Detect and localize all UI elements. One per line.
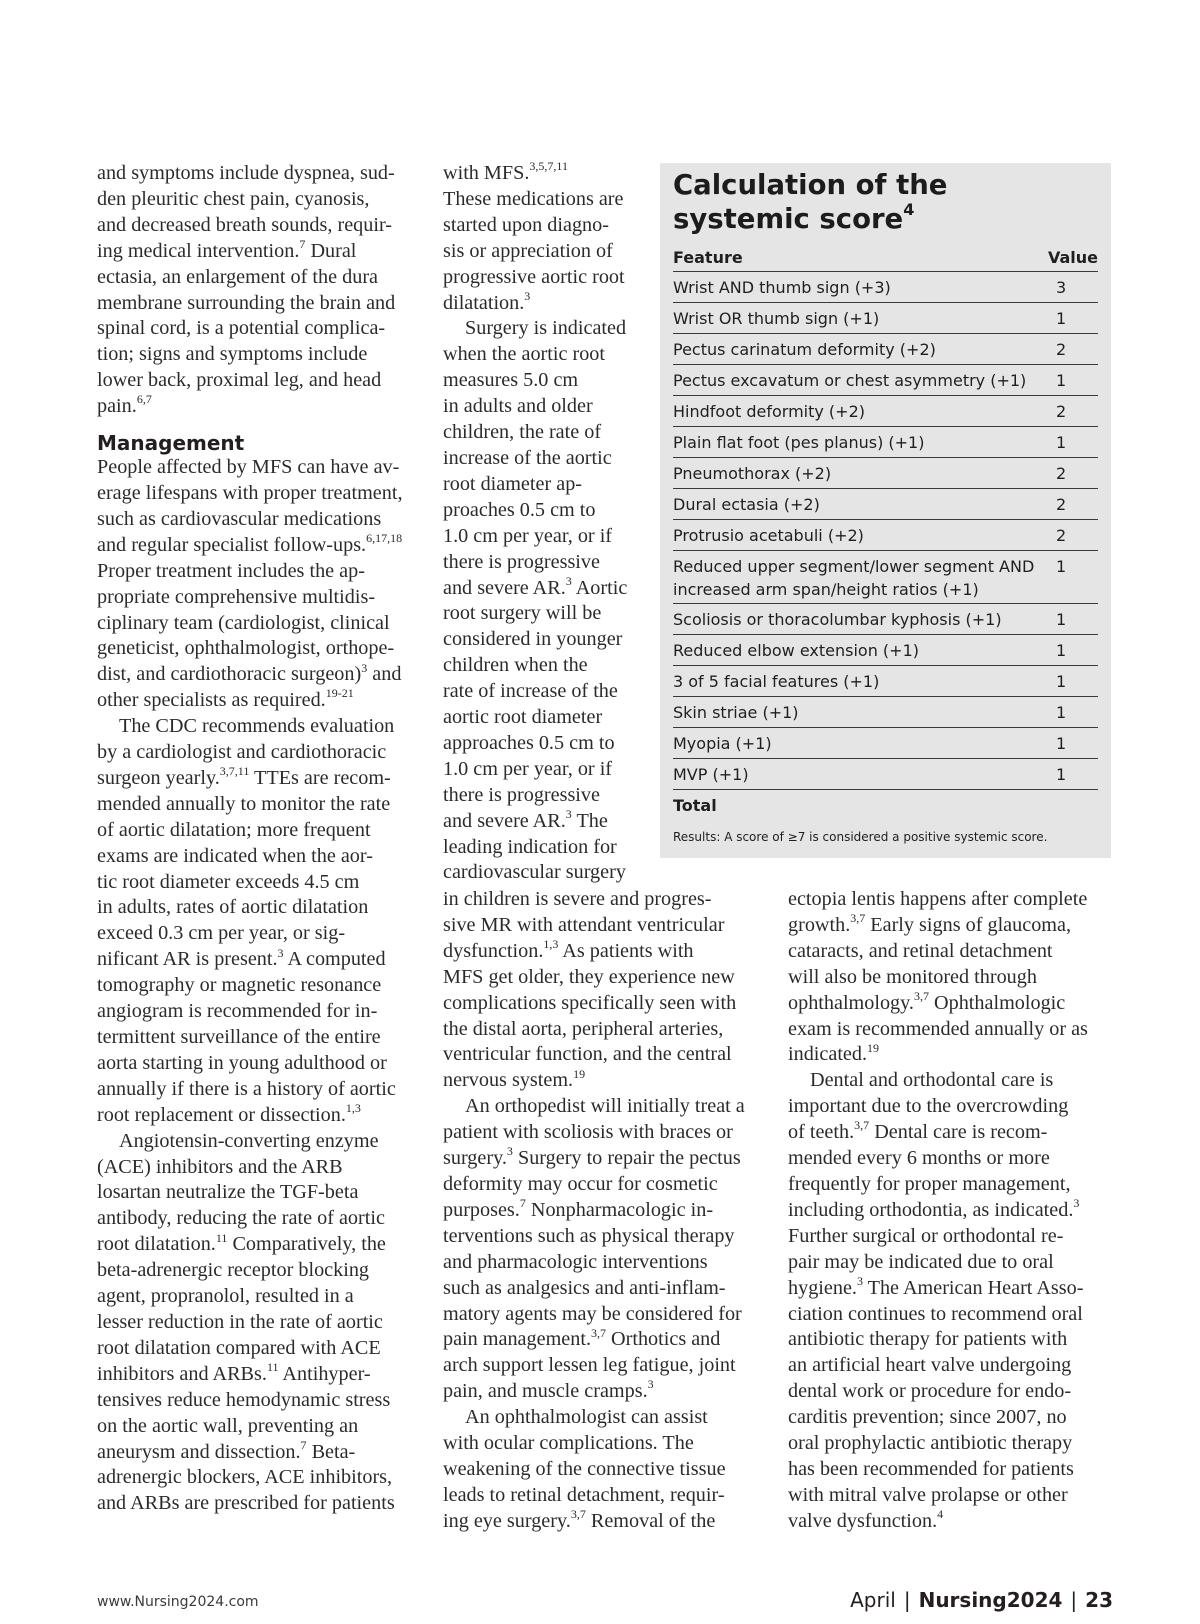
text-line: progressive aortic root xyxy=(443,265,625,288)
text-line: with mitral valve prolapse or other xyxy=(788,1483,1068,1506)
feature-cell: Wrist OR thumb sign (+1) xyxy=(673,308,880,328)
paragraph xyxy=(97,714,417,1129)
text-line: and severe AR.$^3$ The xyxy=(443,806,608,832)
text-line: inhibitors and ARBs.$^{11}$ Antihyper- xyxy=(97,1360,371,1385)
footer-folio: April | Nursing2024 | 23 xyxy=(850,1588,1113,1612)
text-line: tic root diameter exceeds 4.5 cm xyxy=(97,870,360,893)
text-line: on the aortic wall, preventing an xyxy=(97,1414,359,1437)
value-cell: 1 xyxy=(1056,764,1067,784)
text-line: antibiotic therapy for patients with xyxy=(788,1328,1068,1351)
text-line: root diameter ap- xyxy=(443,472,583,495)
text-line: important due to the overcrowding xyxy=(788,1095,1069,1118)
text-line: of aortic dilatation; more frequent xyxy=(97,818,371,841)
value-cell: 1 xyxy=(1056,671,1067,691)
text-line: started upon diagno- xyxy=(443,213,609,236)
text-line: beta-adrenergic receptor blocking xyxy=(97,1259,370,1282)
text-line: surgery.$^3$ Surgery to repair the pectus xyxy=(443,1144,741,1170)
section-heading-management: Management xyxy=(97,431,245,456)
feature-cell: Pectus carinatum deformity (+2) xyxy=(673,339,936,359)
text-line: weakening of the connective tissue xyxy=(443,1457,726,1480)
text-line: lower back, proximal leg, and head xyxy=(97,369,382,392)
paragraph xyxy=(443,316,653,886)
text-line: root dilatation.$^{11}$ Comparatively, the xyxy=(97,1230,386,1256)
citation-superscript: 19 xyxy=(867,1040,880,1055)
feature-cell: 3 of 5 facial features (+1) xyxy=(673,671,880,691)
text-line: an artificial heart valve undergoing xyxy=(788,1354,1072,1377)
text-line: spinal cord, is a potential complica- xyxy=(97,317,386,340)
text-line: of teeth.$^{3,7}$ Dental care is recom- xyxy=(788,1118,1048,1144)
paragraph xyxy=(97,161,417,420)
text-line: An orthopedist will initially treat a xyxy=(465,1095,745,1118)
footer-url: www.Nursing2024.com xyxy=(97,1594,259,1610)
citation-superscript: 7 xyxy=(299,236,306,251)
text-line: tion; signs and symptoms include xyxy=(97,343,368,366)
text-line: ing medical intervention.$^7$ Dural xyxy=(97,236,357,262)
citation-superscript: 6,17,18 xyxy=(366,531,403,546)
text-line: geneticist, ophthalmologist, orthope- xyxy=(97,637,395,660)
text-line: leads to retinal detachment, requir- xyxy=(443,1483,725,1506)
citation-superscript: 3,7 xyxy=(570,1507,586,1522)
text-line: the distal aorta, peripheral arteries, xyxy=(443,1017,724,1040)
feature-cell: Pneumothorax (+2) xyxy=(673,463,832,483)
table-header xyxy=(673,243,1098,272)
text-line: indicated.$^{19}$ xyxy=(788,1040,880,1066)
citation-superscript: 3 xyxy=(647,1377,654,1392)
text-line: will also be monitored through xyxy=(788,965,1037,988)
systemic-score-sidebar xyxy=(660,163,1111,858)
paragraph xyxy=(788,1068,1118,1534)
citation-superscript: 3 xyxy=(277,945,284,960)
text-line: nervous system.$^{19}$ xyxy=(443,1066,586,1092)
value-cell: 1 xyxy=(1056,640,1067,660)
text-line: other specialists as required.$^{19-21}$ xyxy=(97,686,354,712)
text-line: membrane surrounding the brain and xyxy=(97,291,396,314)
text-line: in adults and older xyxy=(443,395,593,418)
text-line: and pharmacologic interventions xyxy=(443,1250,708,1273)
text-line: mended every 6 months or more xyxy=(788,1147,1050,1170)
text-line: tensives reduce hemodynamic stress xyxy=(97,1388,391,1411)
table-body xyxy=(673,272,1098,790)
table-row xyxy=(673,334,1098,365)
text-line: deformity may occur for cosmetic xyxy=(443,1172,718,1195)
text-line: with MFS.$^{3,5,7,11}$ xyxy=(443,159,568,184)
text-line: sis or appreciation of xyxy=(443,239,613,262)
feature-cell: Reduced upper segment/lower segment AND increased arm span/height ratios (+1) xyxy=(673,557,1035,599)
citation-superscript: 7 xyxy=(519,1196,526,1211)
feature-cell: MVP (+1) xyxy=(673,764,749,784)
text-line: Angiotensin-converting enzyme xyxy=(119,1129,379,1152)
text-line: 1.0 cm per year, or if xyxy=(443,757,613,780)
text-line: cardiovascular surgery xyxy=(443,861,626,884)
text-line: rate of increase of the xyxy=(443,680,618,703)
text-line: carditis prevention; since 2007, no xyxy=(788,1406,1067,1429)
text-line: (ACE) inhibitors and the ARB xyxy=(97,1155,343,1178)
citation-superscript: 6,7 xyxy=(136,392,152,407)
text-line: erage lifespans with proper treatment, xyxy=(97,481,403,504)
text-line: pain, and muscle cramps.$^3$ xyxy=(443,1377,654,1403)
citation-superscript: 3 xyxy=(856,1273,863,1288)
text-line: pain management.$^{3,7}$ Orthotics and xyxy=(443,1325,721,1351)
score-table xyxy=(673,243,1098,820)
sidebar-title: Calculation of the systemic score$^4$ xyxy=(673,169,948,235)
text-line: has been recommended for patients xyxy=(788,1457,1074,1480)
table-row xyxy=(673,666,1098,697)
text-line: aneurysm and dissection.$^7$ Beta- xyxy=(97,1437,356,1463)
paragraph xyxy=(443,1405,763,1535)
feature-cell: Wrist AND thumb sign (+3) xyxy=(673,277,891,297)
text-line: ophthalmology.$^{3,7}$ Ophthalmologic xyxy=(788,988,1066,1014)
table-row xyxy=(673,489,1098,520)
value-cell: 1 xyxy=(1056,733,1067,753)
text-line: pain.$^{6,7}$ xyxy=(97,392,152,418)
citation-superscript: 3,5,7,11 xyxy=(529,159,568,174)
text-line: surgeon yearly.$^{3,7,11}$ TTEs are recom- xyxy=(97,764,391,789)
text-line: such as cardiovascular medications xyxy=(97,507,382,530)
text-line: exceed 0.3 cm per year, or sig- xyxy=(97,922,346,945)
text-line: den pleuritic chest pain, cyanosis, xyxy=(97,187,370,210)
text-line: cataracts, and retinal detachment xyxy=(788,939,1053,962)
text-line: such as analgesics and anti-inflam- xyxy=(443,1276,726,1299)
citation-superscript: 11 xyxy=(215,1230,228,1245)
table-total-row xyxy=(673,790,1098,820)
table-row xyxy=(673,458,1098,489)
text-line: ing eye surgery.$^{3,7}$ Removal of the xyxy=(443,1507,716,1532)
text-line: nificant AR is present.$^3$ A computed xyxy=(97,945,386,971)
table-row xyxy=(673,604,1098,635)
text-line: 1.0 cm per year, or if xyxy=(443,524,613,547)
citation-superscript: 1,3 xyxy=(543,937,559,952)
table-row xyxy=(673,728,1098,759)
text-line: Further surgical or orthodontal re- xyxy=(788,1224,1064,1247)
text-line: aortic root diameter xyxy=(443,706,603,729)
feature-cell: Skin striae (+1) xyxy=(673,702,799,722)
text-line: ciation continues to recommend oral xyxy=(788,1302,1083,1325)
citation-superscript: 3,7 xyxy=(850,911,866,926)
value-cell: 1 xyxy=(1056,370,1067,390)
citation-superscript: 3 xyxy=(565,573,572,588)
text-column-2-upper xyxy=(443,161,653,886)
feature-cell: Pectus excavatum or chest asymmetry (+1) xyxy=(673,370,1027,390)
text-line: dental work or procedure for endo- xyxy=(788,1380,1072,1403)
text-line: in adults, rates of aortic dilatation xyxy=(97,896,369,919)
text-line: root surgery will be xyxy=(443,602,602,625)
text-line: ventricular function, and the central xyxy=(443,1043,732,1066)
paragraph xyxy=(443,1094,763,1405)
table-row xyxy=(673,365,1098,396)
text-line: ectopia lentis happens after complete xyxy=(788,888,1088,910)
feature-cell: Protrusio acetabuli (+2) xyxy=(673,525,864,545)
citation-superscript: 19 xyxy=(573,1066,586,1081)
text-line: hygiene.$^3$ The American Heart Asso- xyxy=(788,1273,1084,1299)
header-feature: Feature xyxy=(673,247,743,267)
text-line: measures 5.0 cm xyxy=(443,369,579,392)
value-cell: 1 xyxy=(1056,557,1067,576)
footer-month: April xyxy=(850,1588,896,1612)
table-row xyxy=(673,520,1098,551)
citation-superscript: 3,7 xyxy=(854,1118,870,1133)
text-line: angiogram is recommended for in- xyxy=(97,1000,378,1023)
text-line: dilatation.$^3$ xyxy=(443,288,531,314)
text-line: ectasia, an enlargement of the dura xyxy=(97,265,378,288)
text-line: patient with scoliosis with braces or xyxy=(443,1121,733,1144)
text-line: children, the rate of xyxy=(443,421,602,444)
text-line: terventions such as physical therapy xyxy=(443,1224,735,1247)
text-line: Dental and orthodontal care is xyxy=(810,1069,1054,1092)
text-line: termittent surveillance of the entire xyxy=(97,1026,381,1048)
citation-superscript: 3,7,11 xyxy=(219,764,250,779)
text-line: MFS get older, they experience new xyxy=(443,965,735,988)
text-line: increase of the aortic xyxy=(443,446,612,469)
footer-journal: Nursing2024 xyxy=(918,1588,1063,1612)
value-cell: 2 xyxy=(1056,401,1067,421)
text-line: sive MR with attendant ventricular xyxy=(443,913,725,936)
citation-superscript: 3,7 xyxy=(591,1325,606,1340)
value-cell: 2 xyxy=(1056,463,1067,483)
citation-superscript: 3 xyxy=(565,806,572,821)
table-row xyxy=(673,427,1098,458)
text-column-1 xyxy=(97,161,417,1517)
text-line: Surgery is indicated xyxy=(465,317,627,340)
table-row xyxy=(673,759,1098,790)
text-line: An ophthalmologist can assist xyxy=(465,1406,708,1429)
text-line: antibody, reducing the rate of aortic xyxy=(97,1207,385,1230)
text-line: ciplinary team (cardiologist, clinical xyxy=(97,611,390,634)
value-cell: 1 xyxy=(1056,432,1067,452)
text-line: including orthodontia, as indicated.$^3$ xyxy=(788,1196,1080,1221)
text-line: matory agents may be considered for xyxy=(443,1302,742,1325)
total-label: Total xyxy=(673,795,717,815)
text-line: exams are indicated when the aor- xyxy=(97,844,373,867)
table-row xyxy=(673,635,1098,666)
text-line: complications specifically seen with xyxy=(443,991,737,1014)
citation-superscript: 3 xyxy=(1073,1196,1080,1211)
text-line: there is progressive xyxy=(443,550,600,573)
text-line: adrenergic blockers, ACE inhibitors, xyxy=(97,1466,393,1489)
text-line: children when the xyxy=(443,654,588,677)
feature-cell: Dural ectasia (+2) xyxy=(673,494,820,514)
table-row xyxy=(673,396,1098,427)
citation-superscript: 3 xyxy=(524,288,531,303)
text-line: when the aortic root xyxy=(443,343,606,366)
text-line: and decreased breath sounds, requir- xyxy=(97,213,392,236)
text-line: root replacement or dissection.$^{1,3}$ xyxy=(97,1100,361,1126)
table-row xyxy=(673,303,1098,334)
citation-superscript: 3 xyxy=(506,1144,513,1159)
citation-superscript: 7 xyxy=(300,1437,307,1452)
citation-superscript: 3 xyxy=(361,660,368,675)
text-line: and regular specialist follow-ups.$^{6,17,18}$ xyxy=(97,531,403,556)
text-line: tomography or magnetic resonance xyxy=(97,974,382,997)
value-cell: 1 xyxy=(1056,702,1067,722)
citation-superscript: 19-21 xyxy=(325,686,354,701)
paragraph xyxy=(97,455,417,714)
text-line: by a cardiologist and cardiothoracic xyxy=(97,741,387,764)
text-line: losartan neutralize the TGF-beta xyxy=(97,1181,359,1204)
text-line: The CDC recommends evaluation xyxy=(119,715,395,738)
value-cell: 1 xyxy=(1056,308,1067,328)
text-line: These medications are xyxy=(443,187,624,210)
feature-cell: Myopia (+1) xyxy=(673,733,772,753)
text-line: considered in younger xyxy=(443,628,623,651)
feature-cell: Hindfoot deformity (+2) xyxy=(673,401,865,421)
citation-superscript: 1,3 xyxy=(345,1100,361,1115)
value-cell: 2 xyxy=(1056,339,1067,359)
text-line: root dilatation compared with ACE xyxy=(97,1336,381,1359)
title-reference: 4 xyxy=(903,199,915,219)
text-line: purposes.$^7$ Nonpharmacologic in- xyxy=(443,1196,714,1221)
table-row xyxy=(673,272,1098,303)
value-cell: 3 xyxy=(1056,277,1067,297)
text-line: there is progressive xyxy=(443,783,600,806)
text-line: and severe AR.$^3$ Aortic xyxy=(443,573,628,599)
feature-cell: Reduced elbow extension (+1) xyxy=(673,640,919,660)
text-line: oral prophylactic antibiotic therapy xyxy=(788,1432,1073,1455)
text-line: frequently for proper management, xyxy=(788,1172,1071,1195)
table-row xyxy=(673,551,1098,604)
paragraph xyxy=(788,887,1118,1068)
text-line: aorta starting in young adulthood or xyxy=(97,1051,387,1074)
citation-superscript: 3,7 xyxy=(913,988,929,1003)
page-number: 23 xyxy=(1085,1588,1113,1612)
text-line: and symptoms include dyspnea, sud- xyxy=(97,162,395,184)
value-cell: 1 xyxy=(1056,609,1067,629)
value-cell: 2 xyxy=(1056,494,1067,514)
header-value: Value xyxy=(1047,247,1098,267)
text-line: proaches 0.5 cm to xyxy=(443,498,596,521)
feature-cell: Scoliosis or thoracolumbar kyphosis (+1) xyxy=(673,609,1002,629)
feature-cell: Plain flat foot (pes planus) (+1) xyxy=(673,432,925,452)
paragraph xyxy=(443,887,763,1094)
table-row xyxy=(673,697,1098,728)
text-line: arch support lessen leg fatigue, joint xyxy=(443,1354,736,1377)
text-line: approaches 0.5 cm to xyxy=(443,731,615,754)
text-line: propriate comprehensive multidis- xyxy=(97,585,376,608)
text-line: dist, and cardiothoracic surgeon)$^3$ and xyxy=(97,660,402,686)
text-line: and ARBs are prescribed for patients xyxy=(97,1492,395,1515)
results-note: Results: A score of ≥7 is considered a positive systemic score. xyxy=(673,830,1048,844)
citation-superscript: 4 xyxy=(937,1507,944,1522)
citation-superscript: 11 xyxy=(266,1360,279,1375)
text-line: with ocular complications. The xyxy=(443,1432,694,1455)
text-line: agent, propranolol, resulted in a xyxy=(97,1285,354,1308)
text-column-3 xyxy=(788,887,1118,1535)
text-line: People affected by MFS can have av- xyxy=(97,456,400,479)
text-line: pair may be indicated due to oral xyxy=(788,1250,1054,1273)
paragraph xyxy=(443,161,653,316)
text-line: lesser reduction in the rate of aortic xyxy=(97,1310,383,1333)
text-line: dysfunction.$^{1,3}$ As patients with xyxy=(443,937,694,962)
text-line: mended annually to monitor the rate xyxy=(97,792,391,815)
text-line: Proper treatment includes the ap- xyxy=(97,559,365,582)
paragraph xyxy=(97,1129,417,1518)
text-line: exam is recommended annually or as xyxy=(788,1017,1088,1040)
value-cell: 2 xyxy=(1056,525,1067,545)
text-line: leading indication for xyxy=(443,835,617,858)
text-line: valve dysfunction.$^4$ xyxy=(788,1507,944,1532)
text-line: in children is severe and progres- xyxy=(443,888,712,910)
text-line: annually if there is a history of aortic xyxy=(97,1077,396,1100)
text-column-2-lower xyxy=(443,887,763,1535)
text-line: growth.$^{3,7}$ Early signs of glaucoma, xyxy=(788,911,1071,936)
